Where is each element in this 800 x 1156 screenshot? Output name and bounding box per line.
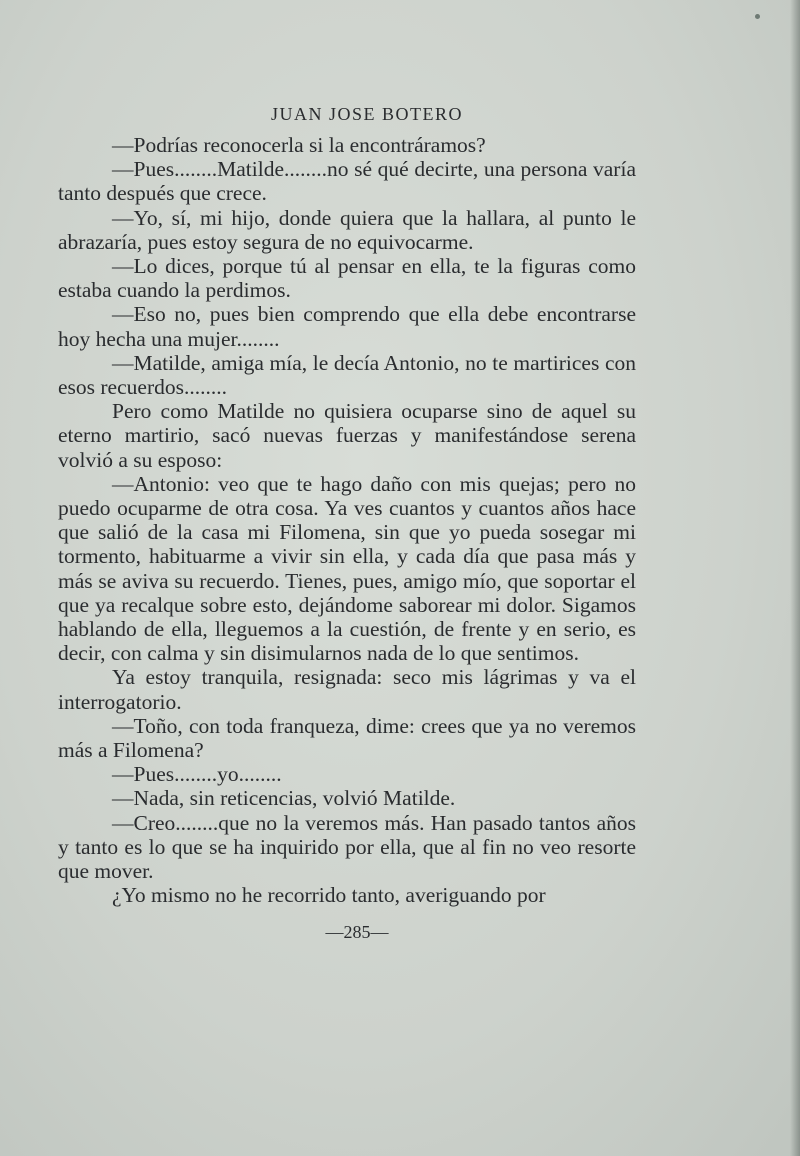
paragraph: —Nada, sin reticencias, volvió Matilde. xyxy=(112,786,456,811)
paragraph: —Antonio: veo que te hago daño con mis quejas; pero no puedo ocuparme de otra cosa. Ya ves cuantos y cuantos años hace que salió de la casa mi Filomena, sin que yo pueda sosegar mi tormento, habituarme a vivir sin ella, y cada día que pasa más y más se aviva su recuerdo. Tienes, pues, amigo mío, que soportar el que ya recalque sobre esto, dejándome saborear mi dolor. Sigamos hablando de ella, lleguemos a la cuestión, de frente y en serio, es decir, con calma y sin disimularnos nada de lo que sentimos. xyxy=(58,471,636,666)
book-page xyxy=(58,104,636,943)
paragraph: —Creo........que no la veremos más. Han pasado tantos años y tanto es lo que se ha inquirido por ella, que al fin no veo resorte que mover. xyxy=(58,810,636,884)
paper-speck xyxy=(755,14,760,19)
paragraph: —Yo, sí, mi hijo, donde quiera que la hallara, al punto le abrazaría, pues estoy segura de no equivocarme. xyxy=(58,205,636,254)
running-head: JUAN JOSE BOTERO xyxy=(270,104,463,124)
paragraph: —Pues........Matilde........no sé qué decirte, una persona varía tanto después que crece. xyxy=(58,157,636,206)
paragraph: —Eso no, pues bien comprendo que ella debe encontrarse hoy hecha una mujer........ xyxy=(58,302,636,351)
paragraph: Ya estoy tranquila, resignada: seco mis lágrimas y va el interrogatorio. xyxy=(58,665,636,714)
page-number: —285— xyxy=(325,921,389,942)
paragraph: —Toño, con toda franqueza, dime: crees que ya no veremos más a Filomena? xyxy=(58,713,636,763)
body-text xyxy=(58,133,636,908)
paragraph: —Podrías reconocerla si la encontráramos? xyxy=(112,133,486,157)
paragraph: —Lo dices, porque tú al pensar en ella, te la figuras como estaba cuando la perdimos. xyxy=(58,254,636,303)
page-edge-shadow xyxy=(790,0,800,1156)
paragraph: Pero como Matilde no quisiera ocuparse sino de aquel su eterno martirio, sacó nuevas fuerzas y manifestándose serena volvió a su esposo: xyxy=(58,399,636,472)
paragraph: —Matilde, amiga mía, le decía Antonio, no te martirices con esos recuerdos........ xyxy=(58,350,636,400)
paragraph: —Pues........yo........ xyxy=(112,762,282,787)
paragraph: ¿Yo mismo no he recorrido tanto, averiguando por xyxy=(112,883,546,908)
